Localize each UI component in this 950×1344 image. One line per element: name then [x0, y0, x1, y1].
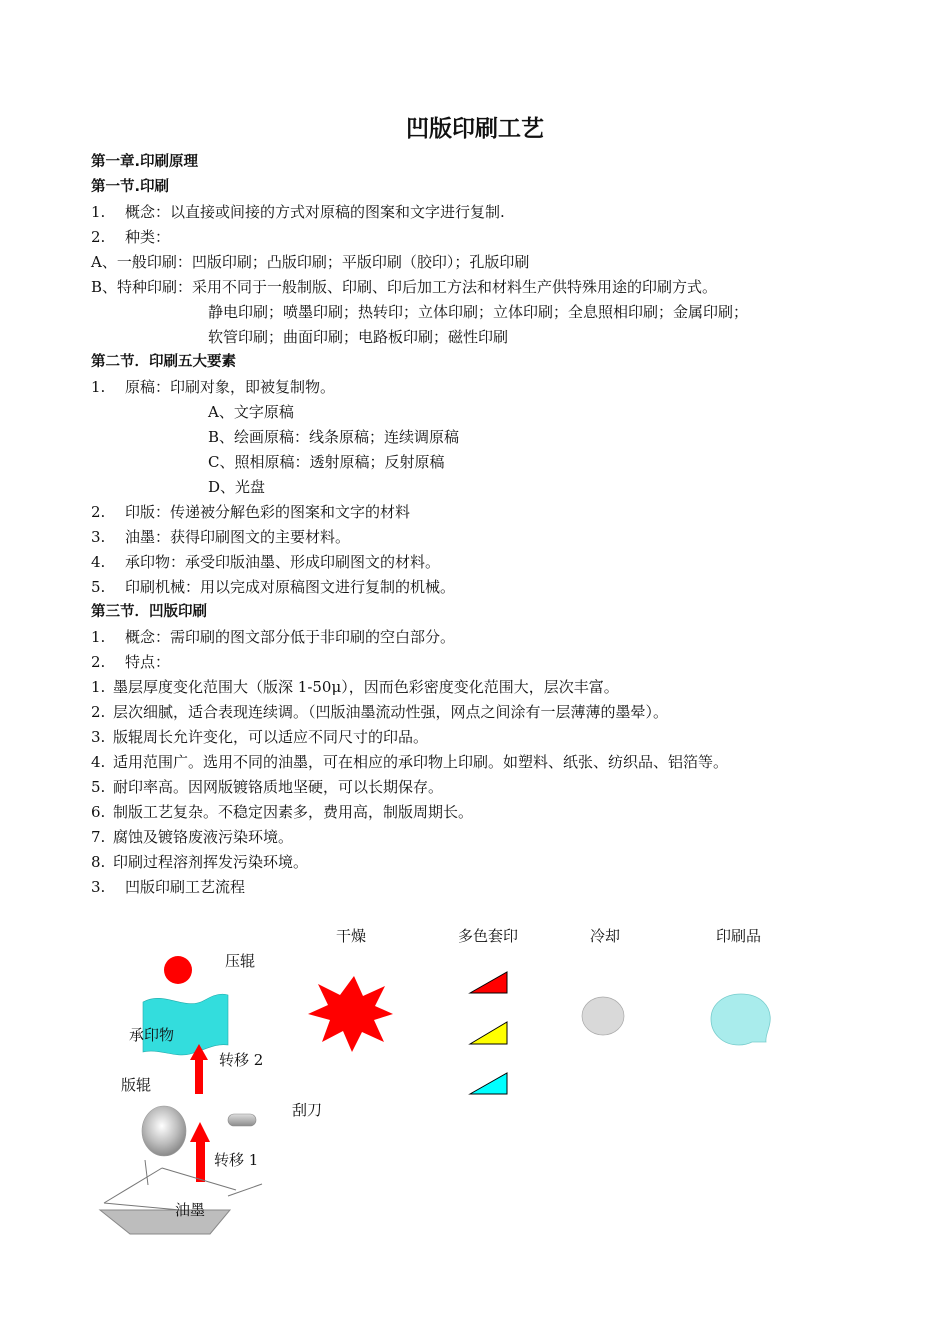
text-line: B、特种印刷：采用不同于一般制版、印刷、印后加工方法和材料生产供特殊用途的印刷方式。: [91, 278, 718, 296]
label-plate-roller: 版辊: [121, 1076, 152, 1094]
triangle-yellow: [470, 1022, 507, 1044]
page-title: 凹版印刷工艺: [406, 116, 544, 142]
label-transfer-2: 转移 2: [219, 1051, 264, 1069]
feature-text: 适用范围广。选用不同的油墨，可在相应的承印物上印刷。如塑料、纸张、纺织品、铝箔等。: [113, 753, 729, 771]
list-text: 印版：传递被分解色彩的图案和文字的材料: [125, 503, 411, 521]
list-number: 1.: [91, 378, 106, 396]
label-multicolor: 多色套印: [458, 927, 519, 945]
sub-item: C、照相原稿：透射原稿；反射原稿: [208, 453, 445, 471]
feature-text: 印刷过程溶剂挥发污染环境。: [113, 853, 309, 871]
feature-number: 6.: [91, 803, 106, 821]
label-product: 印刷品: [716, 927, 762, 945]
text-line: A、一般印刷：凹版印刷；凸版印刷；平版印刷（胶印）；孔版印刷: [91, 253, 530, 271]
triangle-cyan: [470, 1073, 507, 1094]
list-text: 印刷机械：用以完成对原稿图文进行复制的机械。: [125, 578, 456, 596]
list-text: 概念：以直接或间接的方式对原稿的图案和文字进行复制.: [125, 203, 505, 221]
text-line: 静电印刷；喷墨印刷；热转印；立体印刷；立体印刷；全息照相印刷；金属印刷；: [208, 303, 749, 321]
list-text: 承印物：承受印版油墨、形成印刷图文的材料。: [125, 553, 441, 571]
chapter-heading: 第一章.印刷原理: [91, 154, 199, 170]
list-number: 2.: [91, 228, 106, 246]
feature-number: 8.: [91, 853, 106, 871]
dry-burst-shape: [308, 976, 393, 1052]
product-shape: [711, 994, 770, 1045]
list-text: 原稿：印刷对象，即被复制物。: [125, 378, 336, 396]
feature-text: 层次细腻，适合表现连续调。（凹版油墨流动性强，网点之间涂有一层薄薄的墨晕）。: [113, 703, 669, 721]
sub-item: D、光盘: [208, 478, 266, 496]
list-number: 3.: [91, 878, 106, 896]
transfer-arrow-2: [195, 1058, 203, 1094]
list-text: 油墨：获得印刷图文的主要材料。: [125, 528, 351, 546]
sub-item: A、文字原稿: [208, 403, 294, 421]
feature-text: 墨层厚度变化范围大（版深 1-50μ），因而色彩密度变化范围大，层次丰富。: [113, 678, 619, 696]
label-press-roller: 压辊: [225, 952, 256, 970]
list-number: 4.: [91, 553, 106, 571]
label-ink: 油墨: [175, 1201, 206, 1219]
list-text: 特点：: [125, 653, 171, 671]
transfer-arrow-1: [196, 1140, 205, 1182]
list-number: 2.: [91, 653, 106, 671]
ink-tray-shape: [100, 1160, 262, 1234]
text-line: 软管印刷；曲面印刷；电路板印刷；磁性印刷: [208, 328, 509, 346]
list-number: 1.: [91, 203, 106, 221]
feature-number: 4.: [91, 753, 106, 771]
cooling-shape: [582, 997, 624, 1035]
section-heading-3: 第三节．凹版印刷: [91, 604, 207, 620]
feature-number: 7.: [91, 828, 106, 846]
feature-number: 1.: [91, 678, 106, 696]
label-doctor-blade: 刮刀: [292, 1101, 323, 1119]
label-substrate: 承印物: [129, 1026, 175, 1044]
list-text: 概念：需印刷的图文部分低于非印刷的空白部分。: [125, 628, 456, 646]
label-transfer-1: 转移 1: [214, 1151, 259, 1169]
feature-text: 耐印率高。因网版镀铬质地坚硬，可以长期保存。: [113, 778, 444, 796]
list-number: 1.: [91, 628, 106, 646]
press-roller-shape: [164, 956, 192, 984]
doctor-blade-shape: [228, 1114, 256, 1126]
triangle-red: [470, 972, 507, 993]
list-number: 2.: [91, 503, 106, 521]
transfer-arrow-1-head: [190, 1122, 210, 1142]
feature-text: 制版工艺复杂。不稳定因素多，费用高，制版周期长。: [113, 803, 474, 821]
sub-item: B、绘画原稿：线条原稿；连续调原稿: [208, 428, 460, 446]
list-number: 3.: [91, 528, 106, 546]
section-heading-2: 第二节．印刷五大要素: [91, 354, 236, 370]
feature-number: 5.: [91, 778, 106, 796]
feature-text: 版辊周长允许变化，可以适应不同尺寸的印品。: [113, 728, 429, 746]
list-text: 种类：: [125, 228, 171, 246]
section-heading-1: 第一节.印刷: [91, 179, 170, 195]
list-text: 凹版印刷工艺流程: [125, 878, 246, 896]
label-dry: 干燥: [336, 927, 367, 945]
feature-number: 3.: [91, 728, 106, 746]
plate-roller-shape: [142, 1106, 186, 1156]
feature-text: 腐蚀及镀铬废液污染环境。: [113, 828, 294, 846]
label-cool: 冷却: [590, 927, 621, 945]
list-number: 5.: [91, 578, 106, 596]
feature-number: 2.: [91, 703, 106, 721]
